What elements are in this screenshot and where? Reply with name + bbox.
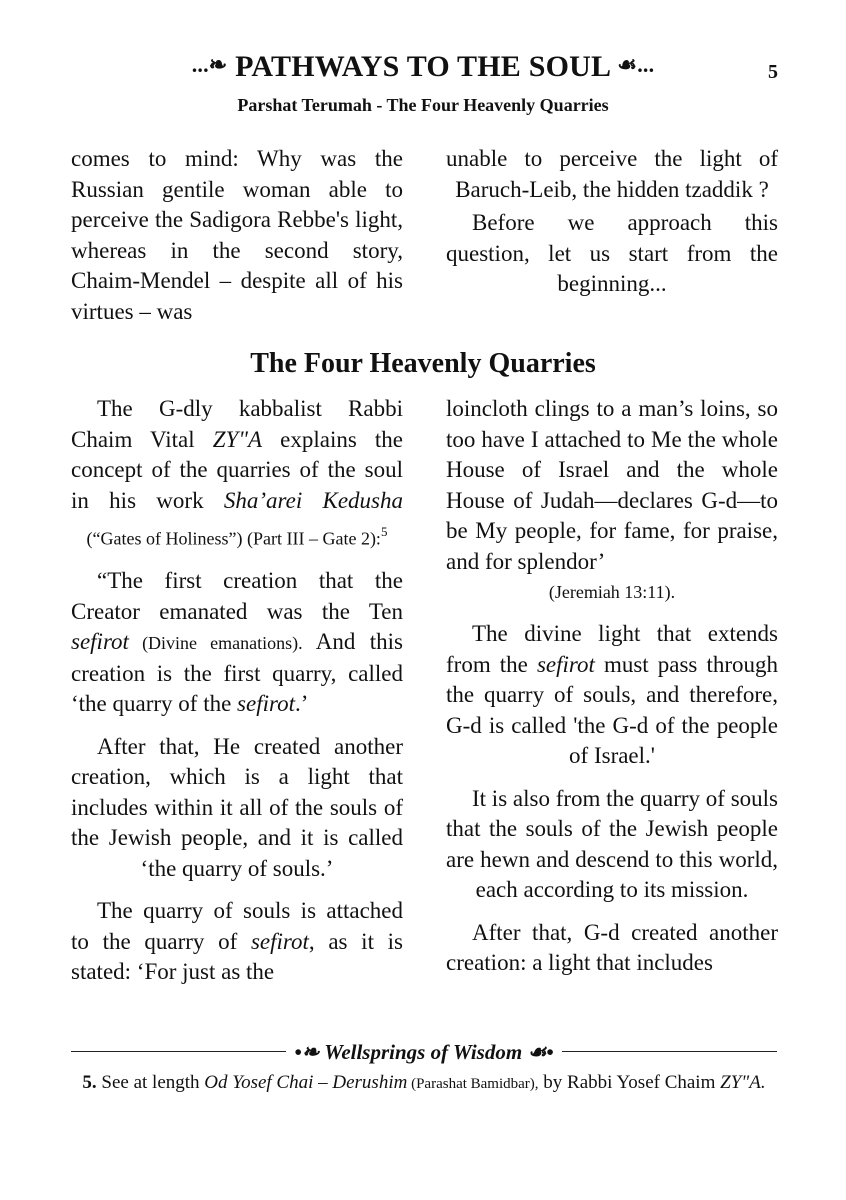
paragraph-another-creation: After that, G-d created another creation: a light that includes [446, 919, 778, 975]
ornament-right-icon: ☙• [527, 1040, 554, 1064]
intro-left-column [71, 144, 403, 327]
paragraph-attached: The quarry of souls is attached to the quarry of sefirot, as it is stated: ‘For just as the [71, 898, 403, 985]
page-header [0, 50, 846, 90]
paragraph-souls-hewn: It is also from the quarry of souls that the souls of the Jewish people are hewn and descend to this world, each according to its mission. [446, 785, 778, 902]
footer-rule [71, 1040, 777, 1062]
intro-right-paragraph: Before we approach this question, let us start from the beginning... [446, 210, 778, 296]
paragraph-divine-light: The divine light that extends from the sefirot must pass through the quarry of souls, and therefore, G-d is called 'the G-d of the people of Israel.' [446, 621, 778, 768]
right-column [446, 394, 778, 979]
ornament-right-icon: ☙... [617, 52, 655, 77]
intro-right-column [446, 144, 778, 300]
section-title: The Four Heavenly Quarries [250, 348, 596, 379]
ornament-left-icon: ...❧ [191, 52, 228, 77]
paragraph-chaim-vital: The G-dly kabbalist Rabbi Chaim Vital ZY"A explains the concept of the quarries of the soul in his work Sha’arei Kedusha (“Gates of Holiness”) (Part III – Gate 2):$^5$ [71, 396, 403, 549]
footnote-number: 5. [82, 1072, 97, 1093]
scripture-reference: (Jeremiah 13:11). [548, 582, 676, 602]
footnote-ref[interactable]: 5 [380, 524, 388, 539]
paragraph-loincloth: loincloth clings to a man’s loins, so too have I attached to Me the whole House of Israel and the whole House of Judah—declares G-d—to be My people, for fame, for praise, and for splendor’ [446, 396, 778, 574]
ornament-left-icon: •❧ [294, 1040, 320, 1064]
footer-rule-title: •❧ Wellsprings of Wisdom ☙• [286, 1040, 561, 1064]
paragraph-first-creation: “The first creation that the Creator emanated was the Ten sefirot (Divine emanations). And this creation is the first quarry, called ‘the quarry of the sefirot.’ [71, 568, 403, 717]
paragraph-quarry-of-souls: After that, He created another creation, which is a light that includes within it all of the souls of the Jewish people, and it is called ‘the quarry of souls.’ [71, 733, 403, 881]
chapter-subtitle: Parshat Terumah - The Four Heavenly Quarries [237, 95, 609, 115]
intro-left-text: comes to mind: Why was the Russian gentile woman able to perceive the Sadigora Rebbe's light, whereas in the second story, Chaim-Mendel – despite all of his virtues – was [71, 146, 403, 324]
intro-right-text: unable to perceive the light of Baruch-Leib, the hidden tzaddik ? [446, 146, 778, 202]
footnote: 5. See at length Od Yosef Chai – Derushim (Parashat Bamidbar), by Rabbi Yosef Chaim ZY"A. [82, 1072, 766, 1093]
left-column [71, 394, 403, 988]
book-title: PATHWAYS TO THE SOUL [235, 50, 610, 83]
page-number: 5 [768, 61, 778, 83]
running-title [0, 50, 846, 84]
